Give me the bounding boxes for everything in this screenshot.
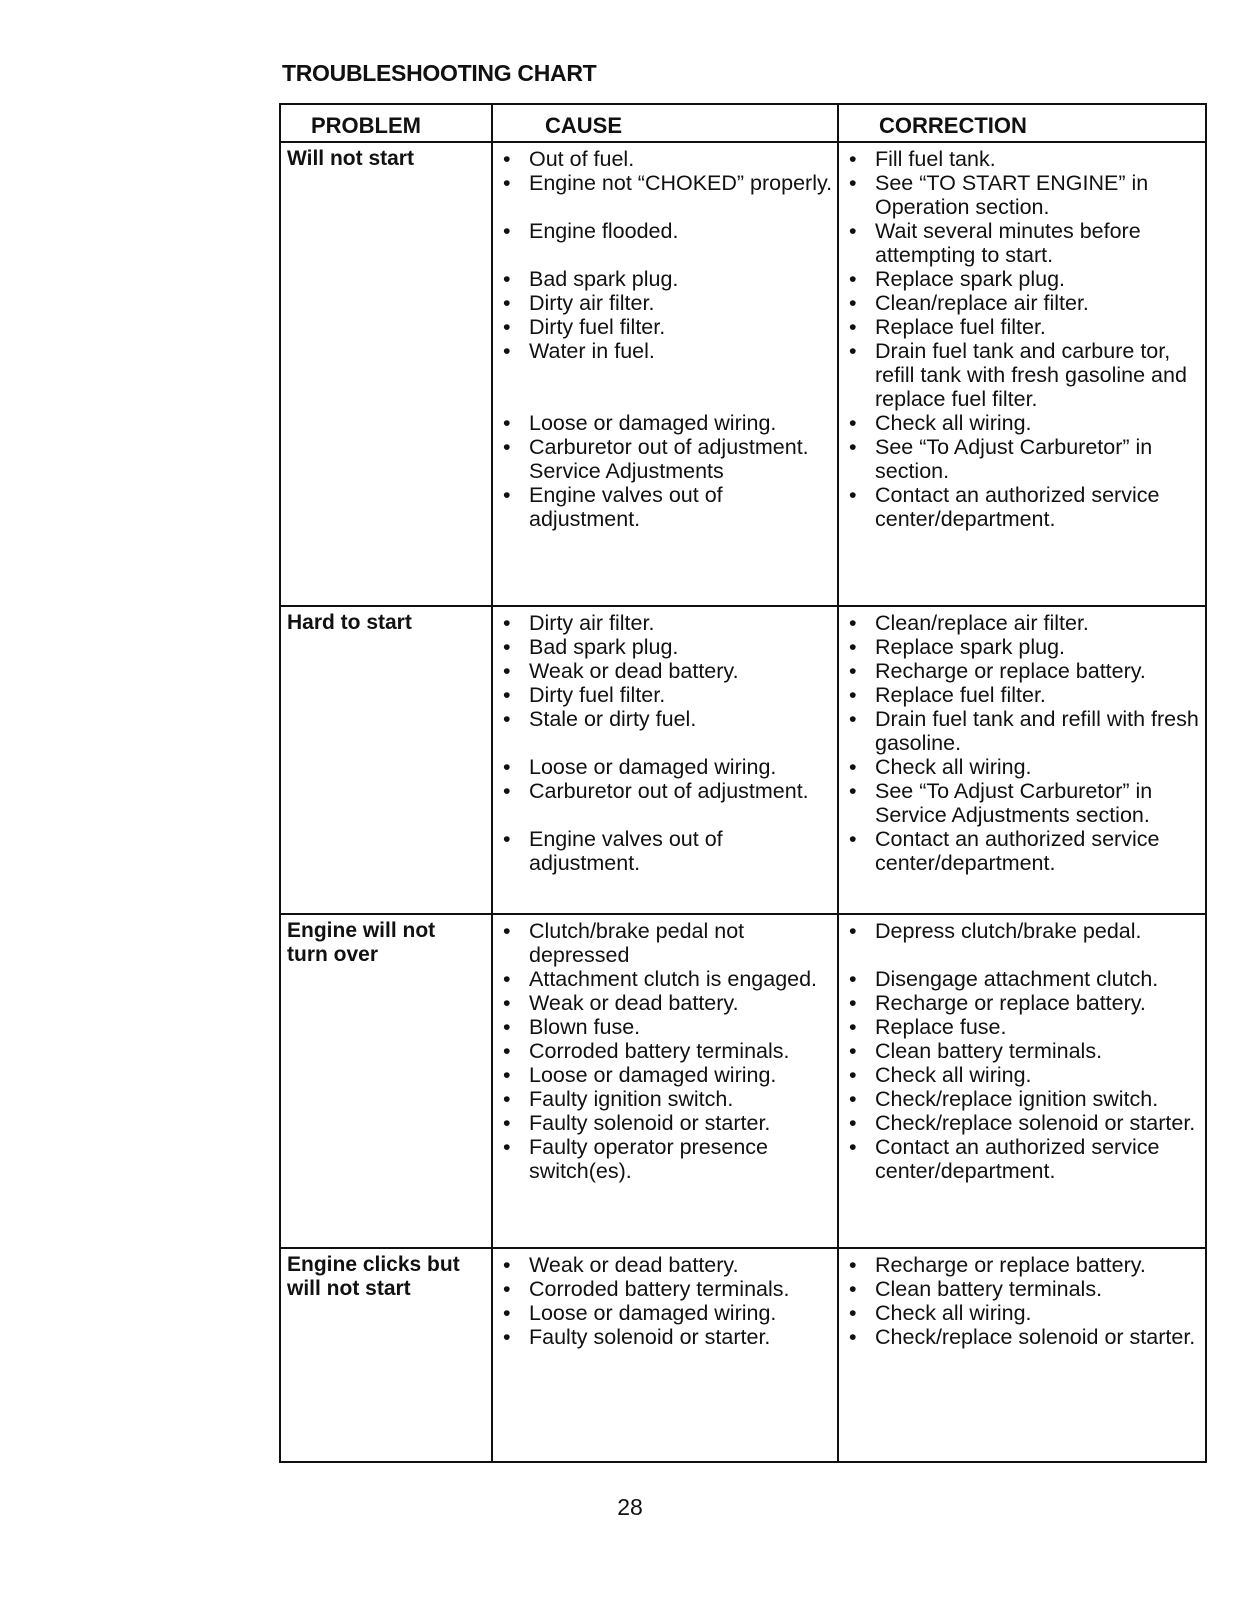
problem-cell: Will not start <box>281 143 493 605</box>
bullet-icon: • <box>503 147 511 171</box>
correction-item <box>845 1277 1201 1301</box>
cause-text: Dirty fuel filter. <box>529 315 666 339</box>
bullet-icon: • <box>503 1039 511 1063</box>
correction-item <box>845 919 1201 967</box>
cause-item <box>499 219 833 267</box>
cause-item <box>499 1253 833 1277</box>
problem-cell: Engine clicks but will not start <box>281 1249 493 1461</box>
bullet-icon: • <box>503 411 511 435</box>
correction-text: Check/replace solenoid or starter. <box>875 1111 1196 1135</box>
bullet-icon: • <box>849 1253 857 1277</box>
cause-item <box>499 611 833 635</box>
bullet-icon: • <box>849 1015 857 1039</box>
correction-item <box>845 1063 1201 1087</box>
cause-item <box>499 659 833 683</box>
cause-text: Out of fuel. <box>529 147 635 171</box>
bullet-icon: • <box>503 315 511 339</box>
header-correction: CORRECTION <box>879 113 1027 138</box>
correction-cell <box>839 915 1205 1247</box>
bullet-icon: • <box>503 1277 511 1301</box>
cause-cell <box>493 607 839 913</box>
bullet-icon: • <box>503 1301 511 1325</box>
cause-item <box>499 1111 833 1135</box>
cause-item <box>499 919 833 967</box>
bullet-icon: • <box>503 635 511 659</box>
header-cause: CAUSE <box>493 105 839 141</box>
cause-text: Engine flooded. <box>529 219 679 243</box>
header-problem: PROBLEM <box>281 105 493 141</box>
correction-text: Drain fuel tank and carbure tor, refill tank with fresh gasoline and replace fuel filter. <box>875 339 1187 411</box>
cause-text: Dirty fuel filter. <box>529 683 666 707</box>
bullet-icon: • <box>503 219 511 243</box>
cause-text: Faulty solenoid or starter. <box>529 1111 771 1135</box>
correction-text: See “TO START ENGINE” in Operation section. <box>875 171 1149 219</box>
cause-text: Corroded battery terminals. <box>529 1277 790 1301</box>
correction-item <box>845 707 1201 755</box>
cause-text: Attachment clutch is engaged. <box>529 967 818 991</box>
cause-item <box>499 1063 833 1087</box>
correction-item <box>845 147 1201 171</box>
correction-text: See “To Adjust Carburetor” in Service Adjustments section. <box>875 779 1153 827</box>
correction-cell <box>839 1249 1205 1461</box>
cause-item <box>499 779 833 827</box>
bullet-icon: • <box>503 611 511 635</box>
cause-item <box>499 1015 833 1039</box>
correction-text: Clean/replace air filter. <box>875 291 1089 315</box>
cause-item <box>499 267 833 291</box>
cause-item <box>499 967 833 991</box>
correction-text: Fill fuel tank. <box>875 147 996 171</box>
correction-text: Contact an authorized service center/department. <box>875 827 1160 875</box>
correction-item <box>845 315 1201 339</box>
problem-cell: Engine will not turn over <box>281 915 493 1247</box>
cause-item <box>499 435 833 483</box>
cause-text: Stale or dirty fuel. <box>529 707 697 731</box>
bullet-icon: • <box>849 827 857 851</box>
cause-text: Dirty air filter. <box>529 611 655 635</box>
correction-item <box>845 1301 1201 1325</box>
correction-text: Recharge or replace battery. <box>875 659 1146 683</box>
correction-text: Wait several minutes before attempting to start. <box>875 219 1141 267</box>
cause-item <box>499 1325 833 1349</box>
cause-text: Faulty solenoid or starter. <box>529 1325 771 1349</box>
bullet-icon: • <box>849 171 857 195</box>
cause-item <box>499 339 833 411</box>
cause-text: Loose or damaged wiring. <box>529 755 777 779</box>
correction-item <box>845 339 1201 411</box>
bullet-icon: • <box>503 435 511 459</box>
bullet-icon: • <box>503 919 511 943</box>
correction-cell <box>839 143 1205 605</box>
cause-text: Weak or dead battery. <box>529 659 739 683</box>
correction-item <box>845 635 1201 659</box>
bullet-icon: • <box>849 291 857 315</box>
cause-text: Weak or dead battery. <box>529 991 739 1015</box>
bullet-icon: • <box>503 1325 511 1349</box>
correction-item <box>845 483 1201 531</box>
correction-text: Recharge or replace battery. <box>875 1253 1146 1277</box>
correction-text: Contact an authorized service center/department. <box>875 1135 1160 1183</box>
cause-cell <box>493 915 839 1247</box>
cause-text: Engine not “CHOKED” properly. <box>529 171 833 195</box>
correction-item <box>845 171 1201 219</box>
bullet-icon: • <box>849 1063 857 1087</box>
bullet-icon: • <box>503 483 511 507</box>
correction-text: Clean battery terminals. <box>875 1277 1103 1301</box>
bullet-icon: • <box>849 1087 857 1111</box>
table-header <box>281 105 1205 143</box>
bullet-icon: • <box>503 1135 511 1159</box>
problem-cell: Hard to start <box>281 607 493 913</box>
correction-item <box>845 219 1201 267</box>
bullet-icon: • <box>849 611 857 635</box>
bullet-icon: • <box>849 991 857 1015</box>
bullet-icon: • <box>849 1135 857 1159</box>
table-row <box>281 143 1205 607</box>
correction-text: Disengage attachment clutch. <box>875 967 1159 991</box>
correction-item <box>845 967 1201 991</box>
cause-item <box>499 483 833 531</box>
cause-text: Carburetor out of adjustment. Service Adjustments <box>529 435 809 483</box>
bullet-icon: • <box>849 755 857 779</box>
bullet-icon: • <box>503 1015 511 1039</box>
cause-text: Clutch/brake pedal not depressed <box>529 919 745 967</box>
bullet-icon: • <box>503 707 511 731</box>
correction-text: Check all wiring. <box>875 411 1032 435</box>
correction-item <box>845 1111 1201 1135</box>
bullet-icon: • <box>503 755 511 779</box>
cause-text: Loose or damaged wiring. <box>529 411 777 435</box>
bullet-icon: • <box>849 659 857 683</box>
correction-text: Clean battery terminals. <box>875 1039 1103 1063</box>
cause-text: Bad spark plug. <box>529 635 679 659</box>
cause-item <box>499 291 833 315</box>
cause-text: Faulty operator presence switch(es). <box>529 1135 769 1183</box>
cause-text: Engine valves out of adjustment. <box>529 827 723 875</box>
correction-item <box>845 1253 1201 1277</box>
cause-text: Bad spark plug. <box>529 267 679 291</box>
cause-text: Dirty air filter. <box>529 291 655 315</box>
bullet-icon: • <box>503 339 511 363</box>
bullet-icon: • <box>849 411 857 435</box>
correction-item <box>845 611 1201 635</box>
cause-cell <box>493 1249 839 1461</box>
bullet-icon: • <box>849 147 857 171</box>
bullet-icon: • <box>849 919 857 943</box>
correction-item <box>845 1325 1201 1349</box>
bullet-icon: • <box>503 1253 511 1277</box>
correction-item <box>845 291 1201 315</box>
correction-text: Drain fuel tank and refill with fresh gasoline. <box>875 707 1199 755</box>
cause-item <box>499 1135 833 1183</box>
bullet-icon: • <box>849 267 857 291</box>
cause-text: Loose or damaged wiring. <box>529 1301 777 1325</box>
bullet-icon: • <box>503 779 511 803</box>
table-row <box>281 915 1205 1249</box>
bullet-icon: • <box>849 339 857 363</box>
bullet-icon: • <box>849 635 857 659</box>
bullet-icon: • <box>503 683 511 707</box>
cause-text: Engine valves out of adjustment. <box>529 483 723 531</box>
bullet-icon: • <box>503 991 511 1015</box>
cause-text: Faulty ignition switch. <box>529 1087 734 1111</box>
cause-item <box>499 755 833 779</box>
cause-item <box>499 827 833 875</box>
correction-text: See “To Adjust Carburetor” in section. <box>875 435 1153 483</box>
correction-text: Replace spark plug. <box>875 635 1066 659</box>
bullet-icon: • <box>503 659 511 683</box>
cause-item <box>499 1087 833 1111</box>
correction-text: Check all wiring. <box>875 1301 1032 1325</box>
correction-text: Replace fuse. <box>875 1015 1007 1039</box>
page-title: TROUBLESHOOTING CHART <box>282 60 597 86</box>
correction-item <box>845 659 1201 683</box>
cause-item <box>499 315 833 339</box>
table-row <box>281 1249 1205 1461</box>
bullet-icon: • <box>503 171 511 195</box>
correction-cell <box>839 607 1205 913</box>
cause-item <box>499 411 833 435</box>
correction-text: Replace fuel filter. <box>875 315 1046 339</box>
cause-item <box>499 1301 833 1325</box>
cause-text: Loose or damaged wiring. <box>529 1063 777 1087</box>
correction-item <box>845 267 1201 291</box>
page-number: 28 <box>617 1494 643 1520</box>
bullet-icon: • <box>849 219 857 243</box>
correction-text: Check/replace solenoid or starter. <box>875 1325 1196 1349</box>
cause-text: Blown fuse. <box>529 1015 641 1039</box>
correction-item <box>845 683 1201 707</box>
cause-item <box>499 635 833 659</box>
bullet-icon: • <box>503 291 511 315</box>
cause-text: Carburetor out of adjustment. <box>529 779 809 803</box>
bullet-icon: • <box>849 483 857 507</box>
cause-item <box>499 171 833 219</box>
bullet-icon: • <box>849 315 857 339</box>
bullet-icon: • <box>849 1039 857 1063</box>
bullet-icon: • <box>849 435 857 459</box>
table-body <box>281 143 1205 1461</box>
correction-item <box>845 779 1201 827</box>
cause-item <box>499 991 833 1015</box>
correction-text: Clean/replace air filter. <box>875 611 1089 635</box>
cause-item <box>499 147 833 171</box>
troubleshooting-table <box>279 103 1207 1463</box>
correction-text: Depress clutch/brake pedal. <box>875 919 1142 943</box>
table-row <box>281 607 1205 915</box>
bullet-icon: • <box>849 1301 857 1325</box>
cause-item <box>499 1039 833 1063</box>
bullet-icon: • <box>849 1277 857 1301</box>
correction-item <box>845 1039 1201 1063</box>
bullet-icon: • <box>503 1111 511 1135</box>
correction-text: Replace spark plug. <box>875 267 1066 291</box>
correction-item <box>845 411 1201 435</box>
correction-item <box>845 755 1201 779</box>
bullet-icon: • <box>503 267 511 291</box>
bullet-icon: • <box>503 1087 511 1111</box>
bullet-icon: • <box>849 967 857 991</box>
correction-text: Contact an authorized service center/department. <box>875 483 1160 531</box>
cause-cell <box>493 143 839 605</box>
cause-item <box>499 707 833 755</box>
cause-item <box>499 1277 833 1301</box>
correction-item <box>845 1087 1201 1111</box>
bullet-icon: • <box>849 1111 857 1135</box>
correction-item <box>845 991 1201 1015</box>
bullet-icon: • <box>503 1063 511 1087</box>
cause-text: Weak or dead battery. <box>529 1253 739 1277</box>
correction-item <box>845 1015 1201 1039</box>
correction-text: Recharge or replace battery. <box>875 991 1146 1015</box>
bullet-icon: • <box>503 967 511 991</box>
correction-text: Check/replace ignition switch. <box>875 1087 1159 1111</box>
correction-item <box>845 827 1201 875</box>
correction-text: Check all wiring. <box>875 755 1032 779</box>
correction-item <box>845 1135 1201 1183</box>
correction-text: Replace fuel filter. <box>875 683 1046 707</box>
bullet-icon: • <box>503 827 511 851</box>
cause-text: Corroded battery terminals. <box>529 1039 790 1063</box>
bullet-icon: • <box>849 779 857 803</box>
cause-text: Water in fuel. <box>529 339 655 363</box>
correction-item <box>845 435 1201 483</box>
bullet-icon: • <box>849 707 857 731</box>
cause-item <box>499 683 833 707</box>
correction-text: Check all wiring. <box>875 1063 1032 1087</box>
bullet-icon: • <box>849 1325 857 1349</box>
bullet-icon: • <box>849 683 857 707</box>
